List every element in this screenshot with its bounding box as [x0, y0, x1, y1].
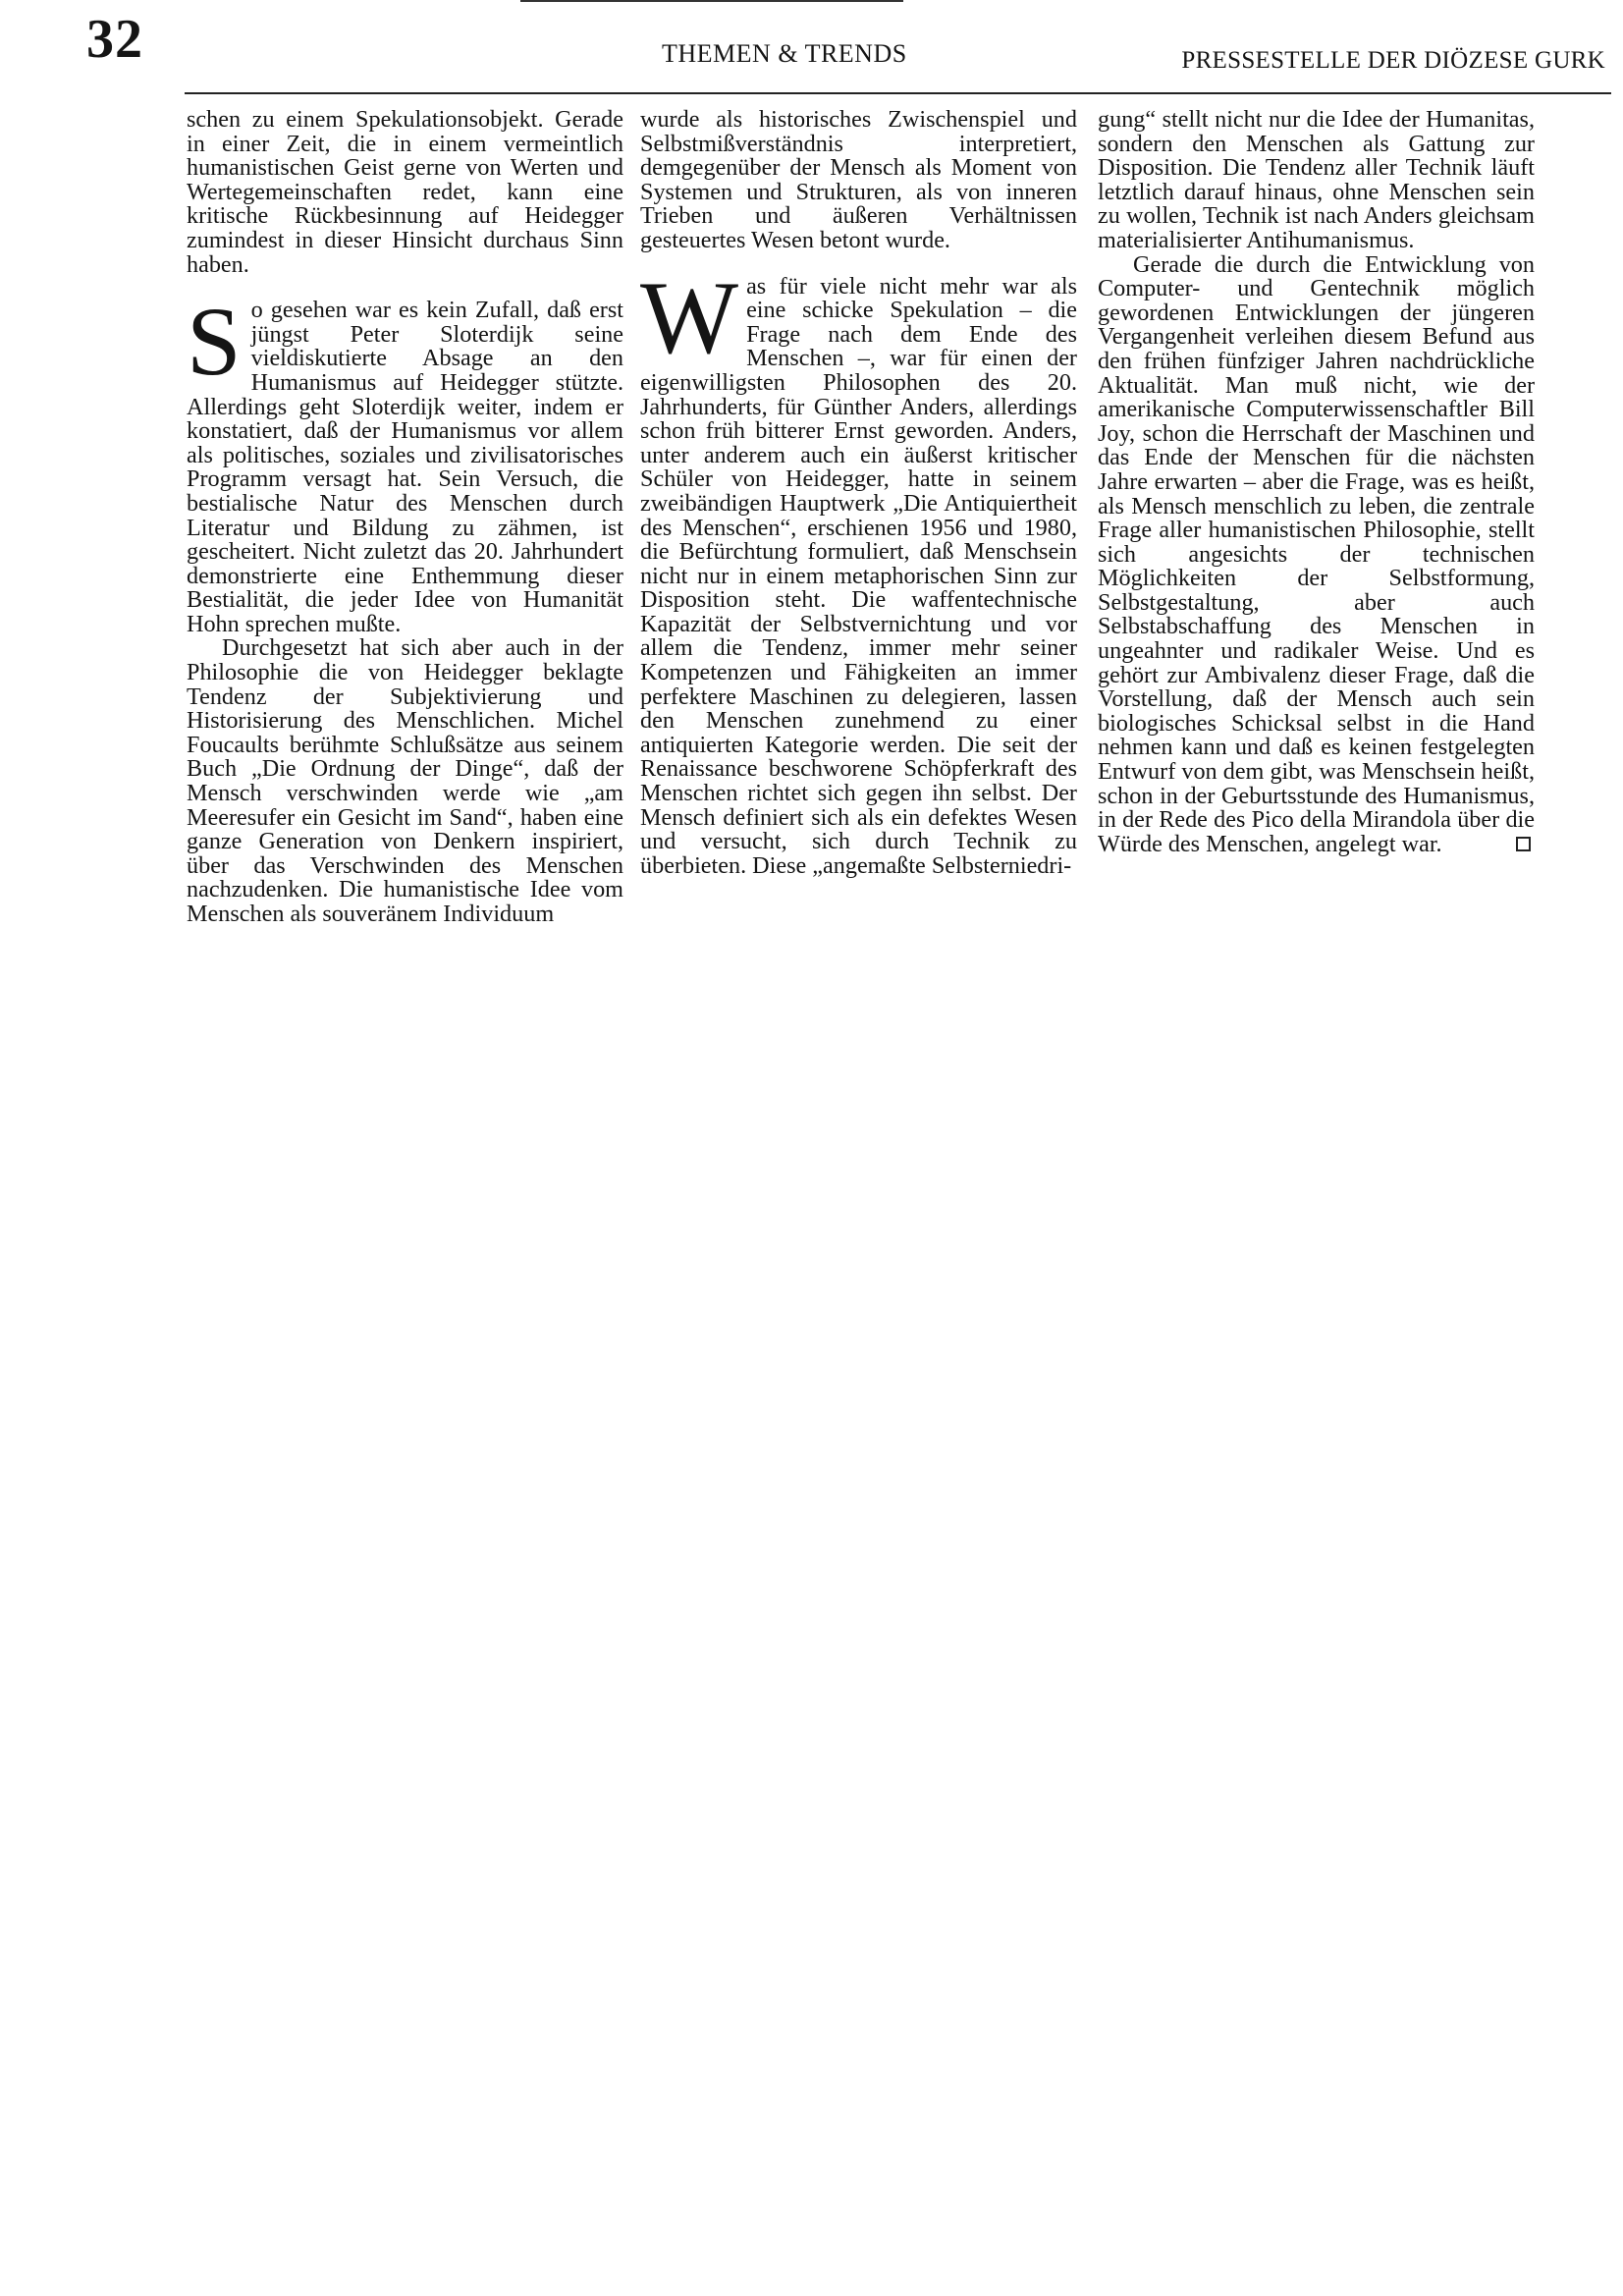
header-rule [185, 92, 1611, 94]
drop-cap-initial: W [640, 259, 739, 375]
text-column-3 [1098, 108, 1535, 856]
page-header [0, 0, 1623, 108]
publisher-name: PRESSESTELLE DER DIÖZESE GURK [1181, 47, 1605, 74]
paragraph [1098, 250, 1535, 857]
drop-cap-initial: S [187, 287, 242, 397]
paragraph-with-initial [640, 259, 1077, 879]
text-column-2 [640, 108, 1077, 878]
paragraph: gung“ stellt nicht nur die Idee der Humanitas, sondern den Menschen als Gattung zur Disposition. Die Tendenz aller Technik läuft letztlich darauf hinaus, ohne Menschen sein zu wollen, Technik ist nach Anders gleichsam materialisierter Antihumanismus. [1098, 106, 1535, 253]
paragraph: wurde als historisches Zwischenspiel und Selbstmißverständnis interpretiert, demgegenüber der Mensch als Moment von Systemen und Strukturen, als von inneren Trieben und äußeren Verhältnissen gesteuertes Wesen betont wurde. [640, 106, 1077, 253]
paragraph: schen zu einem Spekulationsobjekt. Gerade in einer Zeit, die in einem vermeintlich humanistischen Geist gerne von Werten und Wertegemeinschaften redet, kann eine kritische Rückbesinnung auf Heidegger zumindest in dieser Hinsicht durchaus Sinn haben. [187, 106, 623, 278]
paragraph-text: o gesehen war es kein Zufall, daß erst jüngst Peter Sloterdijk seine vieldiskutierte Absage an den Humanismus auf Heidegger stützte. Allerdings geht Sloterdijk weiter, indem er konstatiert, daß der Humanismus vor allem als politisches, soziales und zivilisatorisches Programm versagt hat. Sein Versuch, die bestialische Natur des Menschen durch Literatur und Bildung zu zähmen, ist gescheitert. Nicht zuletzt das 20. Jahrhundert demonstrierte eine Enthemmung dieser Bestialität, die jeder Idee von Humanität Hohn sprechen mußte. [187, 297, 623, 637]
page-number: 32 [86, 9, 143, 70]
paragraph-with-initial [187, 287, 623, 637]
square-end-mark-icon [1516, 837, 1531, 851]
paragraph: Durchgesetzt hat sich aber auch in der Philosophie die von Heidegger beklagte Tendenz der Subjektivierung und Historisierung des Menschlichen. Michel Foucaults berühmte Schlußsätze aus seinem Buch „Die Ordnung der Dinge“, daß der Mensch verschwinden werde wie „am Meeresufer ein Gesicht im Sand“, haben eine ganze Generation von Denkern inspiriert, über das Verschwinden des Menschen nachzudenken. Die humanistische Idee vom Menschen als souveränem Individuum [187, 634, 623, 927]
paragraph-text: as für viele nicht mehr war als eine schicke Spekulation – die Frage nach dem Ende des Menschen –, war für einen der eigenwilligsten Philosophen des 20. Jahrhunderts, für Günther Anders, allerdings schon früh bitterer Ernst geworden. Anders, unter anderem auch ein äußerst kritischer Schüler von Heidegger, hatte in seinem zweibändigen Hauptwerk „Die Antiquiertheit des Menschen“, erschienen 1956 und 1980, die Befürchtung formuliert, daß Menschsein nicht nur in einem metaphorischen Sinn zur Disposition steht. Die waffentechnische Kapazität der Selbstvernichtung und vor allem die Tendenz, immer mehr seiner Kompetenzen und Fähigkeiten an immer perfektere Maschinen zu delegieren, lassen den Menschen zunehmend zu einer antiquierten Kategorie werden. Die seit der Renaissance beschworene Schöpferkraft des Menschen richtet sich gegen ihn selbst. Der Mensch definiert sich als ein defektes Wesen und versucht, sich durch Technik zu überbieten. Diese „angemaßte Selbsterniedri- [640, 272, 1077, 879]
section-title: THEMEN & TRENDS [662, 39, 907, 68]
text-column-1 [187, 108, 623, 927]
scan-edge-line [520, 0, 903, 2]
paragraph-text: Gerade die durch die Entwicklung von Computer- und Gentechnik möglich gewordenen Entwicklungen der jüngeren Vergangenheit verleihen diesem Befund aus den frühen fünfziger Jahren nachdrückliche Aktualität. Man muß nicht, wie der amerikanische Computerwissenschaftler Bill Joy, schon die Herrschaft der Maschinen und das Ende der Menschen für die nächsten Jahre erwarten – aber die Frage, was es heißt, als Mensch menschlich zu leben, die zentrale Frage aller humanistischen Philosophie, stellt sich angesichts der technischen Möglichkeiten der Selbstformung, Selbstgestaltung, aber auch Selbstabschaffung des Menschen in ungeahnter und radikaler Weise. Und es gehört zur Ambivalenz dieser Frage, daß die Vorstellung, daß der Mensch auch sein biologisches Schicksal selbst in die Hand nehmen kann und daß es keinen festgelegten Entwurf von dem gibt, was Menschsein heißt, schon in der Geburtsstunde des Humanismus, in der Rede des Pico della Mirandola über die Würde des Menschen, angelegt war. [1098, 250, 1535, 857]
